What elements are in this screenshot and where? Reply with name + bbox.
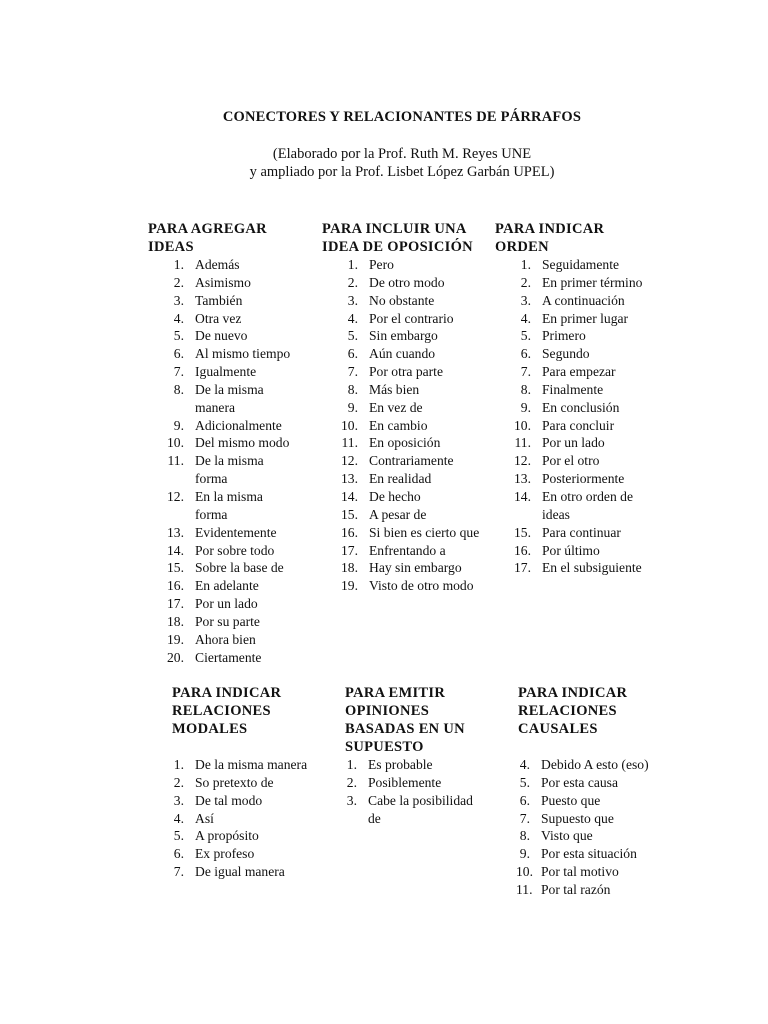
- list-item-number: 11.: [341, 435, 358, 451]
- list-item-text: Más bien: [369, 381, 420, 397]
- list-item-number: 1.: [346, 757, 357, 772]
- list-item-text: En adelante: [195, 578, 259, 594]
- list-item-number: 7.: [520, 364, 531, 380]
- list-item-number: 1.: [173, 757, 184, 772]
- list-item-number: 10.: [167, 435, 184, 451]
- list-item-number: 9.: [519, 846, 530, 862]
- list-item: [345, 756, 485, 774]
- list-item-number: 16.: [167, 578, 184, 594]
- list-item: [148, 417, 298, 435]
- list-item-number: 3.: [520, 292, 531, 308]
- list-item-number: 3.: [173, 292, 184, 308]
- list-item-text: Aún cuando: [369, 346, 436, 362]
- list-item-text: Igualmente: [195, 364, 257, 380]
- list-item-text: En conclusión: [542, 399, 620, 415]
- list-item: [495, 274, 655, 292]
- list-item-text: De hecho: [369, 488, 421, 504]
- list-item: [495, 452, 655, 470]
- list-item-number: 16.: [341, 524, 358, 540]
- list-item-number: 18.: [341, 560, 358, 576]
- list-item-text: Es probable: [368, 757, 433, 772]
- list-item: [322, 381, 482, 399]
- section-heading: PARA AGREGAR IDEAS: [148, 221, 267, 255]
- list-item-number: 16.: [514, 542, 531, 558]
- list-item: [322, 327, 482, 345]
- list-item: [322, 470, 482, 488]
- connector-list: [495, 256, 655, 577]
- list-item: [495, 363, 655, 381]
- list-item-number: 9.: [347, 399, 358, 415]
- list-item: [322, 399, 482, 417]
- section-heading: PARA INDICAR RELACIONES MODALES: [172, 685, 282, 737]
- list-item-text: En vez de: [369, 399, 423, 415]
- list-item-text: Ahora bien: [195, 631, 256, 647]
- list-item-text: A pesar de: [369, 506, 427, 522]
- list-item: [518, 792, 678, 810]
- list-item-text: Hay sin embargo: [369, 560, 462, 576]
- section-idea-oposicion: [322, 220, 482, 595]
- list-item: [518, 810, 678, 828]
- list-item-text: De la misma manera: [195, 757, 308, 772]
- list-item: [322, 488, 482, 506]
- list-item: [322, 506, 482, 524]
- list-item-text: Por último: [542, 542, 600, 558]
- list-item: [148, 434, 298, 452]
- list-item: [495, 470, 655, 488]
- list-item-number: 8.: [173, 381, 184, 397]
- list-item-text: Evidentemente: [195, 524, 277, 540]
- list-item-text: A continuación: [542, 292, 625, 308]
- connector-list: [172, 756, 322, 881]
- list-item-number: 5.: [520, 328, 531, 344]
- list-item-text: Puesto que: [541, 792, 601, 808]
- list-item-text: Además: [195, 257, 240, 272]
- list-item: [172, 827, 322, 845]
- list-item-text: No obstante: [369, 292, 435, 308]
- list-item: [172, 863, 322, 881]
- list-item-text: Por el otro: [542, 453, 600, 469]
- list-item-text: So pretexto de: [195, 774, 274, 790]
- list-item: [518, 827, 678, 845]
- list-item: [172, 810, 322, 828]
- list-item-text: Por tal razón: [541, 881, 611, 897]
- list-item-text: De nuevo: [195, 328, 248, 344]
- list-item-text: También: [195, 292, 243, 308]
- list-item: [148, 381, 298, 417]
- list-item-text: Sobre la base de: [195, 560, 284, 576]
- list-item-number: 7.: [347, 364, 358, 380]
- list-item-number: 3.: [173, 792, 184, 808]
- list-item-number: 6.: [520, 346, 531, 362]
- list-item-number: 15.: [341, 506, 358, 522]
- list-item-number: 5.: [173, 828, 184, 844]
- list-item-text: Por esta situación: [541, 846, 637, 862]
- list-item-number: 3.: [347, 292, 358, 308]
- section-emitir-opiniones: [345, 684, 485, 827]
- list-item-text: Contrariamente: [369, 453, 454, 469]
- list-item-number: 10.: [341, 417, 358, 433]
- list-item: [172, 774, 322, 792]
- list-item-text: Para concluir: [542, 417, 615, 433]
- list-item: [345, 774, 485, 792]
- list-item: [495, 488, 655, 524]
- list-item-text: En otro orden de ideas: [542, 488, 633, 522]
- list-item: [495, 345, 655, 363]
- list-item-text: Por esta causa: [541, 774, 619, 790]
- list-item: [148, 256, 298, 274]
- list-item-number: 7.: [519, 810, 530, 826]
- list-item: [495, 292, 655, 310]
- list-item: [322, 524, 482, 542]
- list-item-number: 7.: [173, 364, 184, 380]
- list-item-text: Pero: [369, 257, 394, 272]
- list-item: [148, 488, 298, 524]
- list-item-text: Finalmente: [542, 381, 604, 397]
- list-item-number: 13.: [514, 471, 531, 487]
- list-item: [148, 613, 298, 631]
- credit-line-1: (Elaborado por la Prof. Ruth M. Reyes UNE: [272, 146, 532, 162]
- list-item-text: En la misma forma: [195, 488, 263, 522]
- list-item: [495, 399, 655, 417]
- list-item: [148, 452, 298, 488]
- list-item-text: Enfrentando a: [369, 542, 446, 558]
- list-item: [322, 417, 482, 435]
- list-item-text: De igual manera: [195, 864, 285, 880]
- list-item: [148, 292, 298, 310]
- list-item: [518, 881, 678, 899]
- list-item: [322, 577, 482, 595]
- list-item-number: 19.: [341, 578, 358, 594]
- list-item-number: 5.: [173, 328, 184, 344]
- list-item-number: 8.: [520, 381, 531, 397]
- list-item-text: Seguidamente: [542, 257, 620, 272]
- list-item-text: Por un lado: [195, 596, 258, 612]
- section-agregar-ideas: [148, 220, 298, 666]
- list-item-number: 4.: [173, 310, 184, 326]
- list-item-text: Segundo: [542, 346, 590, 362]
- list-item-text: En primer lugar: [542, 310, 629, 326]
- list-item-text: Posteriormente: [542, 471, 625, 487]
- list-item: [148, 577, 298, 595]
- list-item-number: 5.: [347, 328, 358, 344]
- list-item: [322, 434, 482, 452]
- list-item-number: 13.: [167, 524, 184, 540]
- list-item-number: 2.: [346, 774, 357, 790]
- list-item-number: 6.: [173, 346, 184, 362]
- list-item-text: Por tal motivo: [541, 864, 619, 880]
- list-item-number: 15.: [514, 524, 531, 540]
- list-item-number: 17.: [514, 560, 531, 576]
- section-heading: PARA INCLUIR UNA IDEA DE OPOSICIÓN: [322, 221, 473, 255]
- list-item: [322, 559, 482, 577]
- list-item-text: Para empezar: [542, 364, 616, 380]
- list-item: [322, 452, 482, 470]
- section-indicar-orden: [495, 220, 655, 577]
- list-item: [148, 345, 298, 363]
- list-item-number: 3.: [346, 792, 357, 808]
- list-item-text: Por el contrario: [369, 310, 454, 326]
- list-item-text: En primer término: [542, 274, 643, 290]
- list-item: [495, 524, 655, 542]
- list-item: [322, 310, 482, 328]
- section-heading: PARA INDICAR ORDEN: [495, 221, 605, 255]
- list-item-number: 13.: [341, 471, 358, 487]
- list-item-number: 1.: [173, 257, 184, 272]
- list-item-text: Adicionalmente: [195, 417, 282, 433]
- list-item-number: 17.: [341, 542, 358, 558]
- list-item: [322, 345, 482, 363]
- list-item-text: A propósito: [195, 828, 259, 844]
- list-item: [148, 274, 298, 292]
- list-item-text: En el subsiguiente: [542, 560, 642, 576]
- list-item: [148, 327, 298, 345]
- list-item: [495, 381, 655, 399]
- document-title: CONECTORES Y RELACIONANTES DE PÁRRAFOS: [222, 109, 582, 125]
- list-item-number: 14.: [514, 488, 531, 504]
- list-item: [322, 542, 482, 560]
- list-item-number: 12.: [167, 488, 184, 504]
- list-item: [518, 863, 678, 881]
- list-item-number: 2.: [347, 274, 358, 290]
- list-item-text: De otro modo: [369, 274, 445, 290]
- list-item: [495, 434, 655, 452]
- list-item-number: 14.: [167, 542, 184, 558]
- list-item: [495, 417, 655, 435]
- list-item-number: 8.: [347, 381, 358, 397]
- section-relaciones-causales: [518, 684, 678, 899]
- document-credit: [0, 145, 768, 181]
- credit-line-2: y ampliado por la Prof. Lisbet López Garbán UPEL): [249, 164, 555, 180]
- list-item-number: 6.: [173, 846, 184, 862]
- list-item-text: Posiblemente: [368, 774, 442, 790]
- list-item: [172, 845, 322, 863]
- list-item: [345, 792, 485, 828]
- list-item-text: En realidad: [369, 471, 432, 487]
- list-item-text: Asimismo: [195, 274, 251, 290]
- list-item-number: 11.: [516, 881, 533, 897]
- list-item-text: En oposición: [369, 435, 441, 451]
- list-item-number: 9.: [520, 399, 531, 415]
- list-item-text: Sin embargo: [369, 328, 438, 344]
- list-item: [322, 256, 482, 274]
- list-item-number: 14.: [341, 488, 358, 504]
- list-item: [322, 274, 482, 292]
- list-item-number: 2.: [520, 274, 531, 290]
- list-item-number: 5.: [519, 774, 530, 790]
- list-item-number: 12.: [514, 453, 531, 469]
- connector-list: [345, 756, 485, 827]
- list-item-number: 20.: [167, 649, 184, 665]
- list-item-text: En cambio: [369, 417, 428, 433]
- list-item-number: 11.: [167, 453, 184, 469]
- list-item-text: Visto de otro modo: [369, 578, 474, 594]
- list-item-number: 6.: [347, 346, 358, 362]
- list-item-text: Visto que: [541, 828, 593, 844]
- list-item-text: Por su parte: [195, 613, 260, 629]
- list-item-number: 19.: [167, 631, 184, 647]
- list-item-number: 8.: [519, 828, 530, 844]
- list-item-text: Debido A esto (eso): [541, 757, 649, 772]
- list-item-text: Al mismo tiempo: [195, 346, 291, 362]
- list-item: [148, 542, 298, 560]
- list-item-text: De la misma manera: [195, 381, 264, 415]
- list-item-number: 11.: [514, 435, 531, 451]
- list-item: [518, 774, 678, 792]
- list-item: [172, 792, 322, 810]
- list-item-text: Para continuar: [542, 524, 621, 540]
- list-item-number: 4.: [520, 310, 531, 326]
- list-item: [495, 542, 655, 560]
- list-item: [322, 292, 482, 310]
- list-item-number: 17.: [167, 596, 184, 612]
- list-item-number: 2.: [173, 274, 184, 290]
- list-item-text: De la misma forma: [195, 453, 264, 487]
- connector-list: [148, 256, 298, 666]
- list-item-text: Cabe la posibilidad de: [368, 792, 473, 826]
- list-item-text: Del mismo modo: [195, 435, 290, 451]
- list-item-number: 7.: [173, 864, 184, 880]
- list-item-text: Por un lado: [542, 435, 605, 451]
- list-item-text: Por sobre todo: [195, 542, 275, 558]
- list-item-number: 4.: [173, 810, 184, 826]
- list-item: [148, 559, 298, 577]
- list-item-number: 15.: [167, 560, 184, 576]
- list-item-text: Primero: [542, 328, 586, 344]
- list-item-text: Por otra parte: [369, 364, 443, 380]
- connector-list: [322, 256, 482, 595]
- list-item: [148, 524, 298, 542]
- list-item: [148, 649, 298, 667]
- list-item-number: 1.: [520, 257, 531, 272]
- section-heading: PARA INDICAR RELACIONES CAUSALES: [518, 685, 628, 737]
- list-item: [322, 363, 482, 381]
- list-item-number: 10.: [514, 417, 531, 433]
- list-item-text: Así: [195, 810, 214, 826]
- list-item: [148, 363, 298, 381]
- list-item: [148, 631, 298, 649]
- list-item-number: 12.: [341, 453, 358, 469]
- list-item: [495, 256, 655, 274]
- list-item: [518, 845, 678, 863]
- list-item-number: 6.: [519, 792, 530, 808]
- list-item-number: 10.: [516, 864, 533, 880]
- connector-list: [518, 756, 678, 899]
- list-item: [148, 595, 298, 613]
- list-item-text: Ex profeso: [195, 846, 255, 862]
- list-item-number: 4.: [347, 310, 358, 326]
- list-item-text: De tal modo: [195, 792, 263, 808]
- list-item: [495, 559, 655, 577]
- list-item-number: 1.: [347, 257, 358, 272]
- list-item: [148, 310, 298, 328]
- list-item-number: 18.: [167, 613, 184, 629]
- list-item-text: Otra vez: [195, 310, 242, 326]
- section-heading: PARA EMITIR OPINIONES BASADAS EN UN SUPUESTO: [345, 685, 465, 755]
- list-item-number: 9.: [173, 417, 184, 433]
- list-item-number: 4.: [519, 757, 530, 772]
- list-item: [518, 756, 678, 774]
- list-item-text: Supuesto que: [541, 810, 614, 826]
- list-item: [495, 310, 655, 328]
- list-item: [172, 756, 322, 774]
- section-relaciones-modales: [172, 684, 322, 881]
- list-item-number: 2.: [173, 774, 184, 790]
- list-item-text: Ciertamente: [195, 649, 262, 665]
- list-item-text: Si bien es cierto que: [369, 524, 480, 540]
- list-item: [495, 327, 655, 345]
